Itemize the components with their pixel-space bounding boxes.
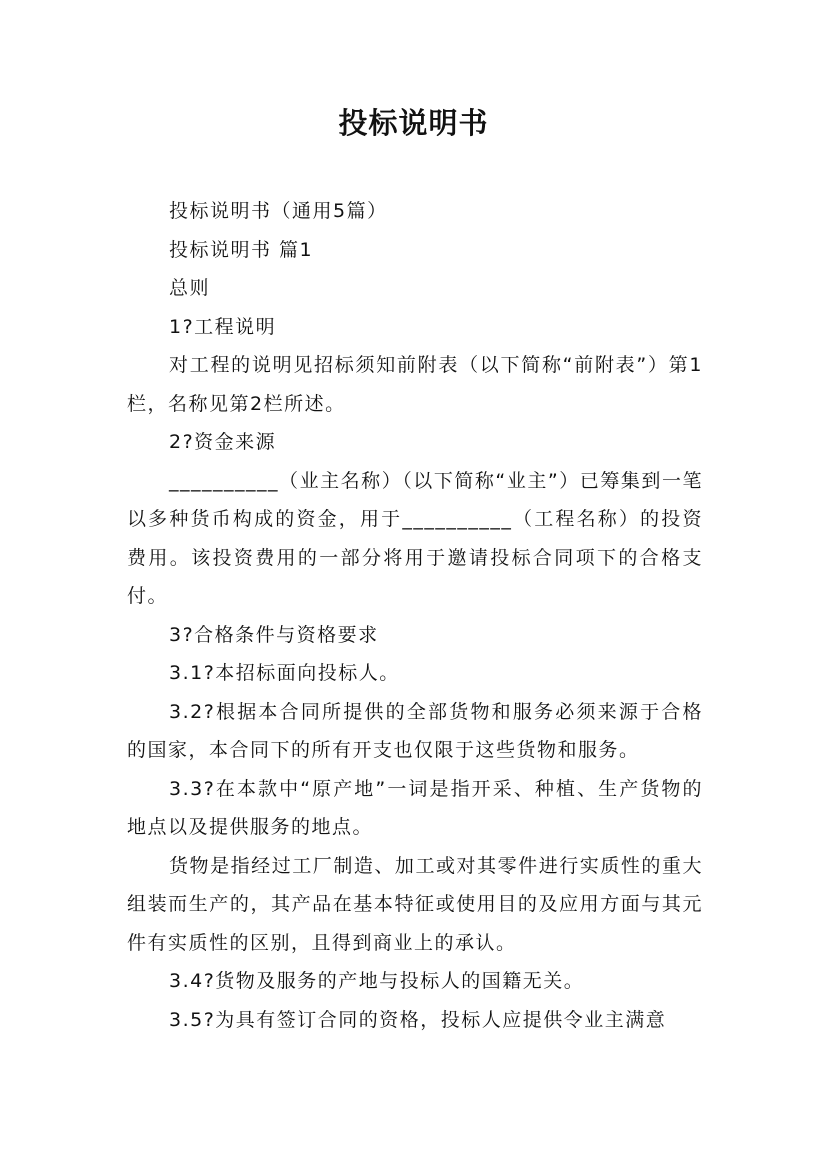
paragraph-goods-definition: 货物是指经过工厂制造、加工或对其零件进行实质性的重大组装而生产的，其产品在基本特征或使用目的及应用方面与其元件有实质性的区别，且得到商业上的承认。 [127,854,703,954]
paragraph-project-description: 对工程的说明见招标须知前附表（以下简称“前附表”）第1栏，名称见第2栏所述。 [127,354,703,415]
paragraph-clause-3-2: 3.2?根据本合同所提供的全部货物和服务必须来源于合格的国家，本合同下的所有开支也仅限于这些货物和服务。 [127,700,703,761]
document-body [127,192,703,1039]
paragraph-section-3-heading: 3?合格条件与资格要求 [169,623,379,646]
paragraph-clause-3-1: 3.1?本招标面向投标人。 [169,662,400,684]
paragraph-subtitle: 投标说明书（通用5篇） [169,200,388,222]
document-title: 投标说明书 [338,106,489,140]
paragraph-clause-3-4: 3.4?货物及服务的产地与投标人的国籍无关。 [169,970,585,992]
paragraph-section-2-heading: 2?资金来源 [169,431,277,453]
paragraph-clause-3-3: 3.3?在本款中“原产地”一词是指开采、种植、生产货物的地点以及提供服务的地点。 [127,777,703,838]
paragraph-general-heading: 总则 [169,277,211,299]
paragraph-part-heading: 投标说明书 篇1 [169,238,314,261]
paragraph-section-1-heading: 1?工程说明 [169,315,277,338]
paragraph-clause-3-5: 3.5?为具有签订合同的资格，投标人应提供令业主满意 [169,1008,667,1031]
paragraph-funding-source: __________（业主名称）（以下简称“业主”）已筹集到一笔以多种货币构成的资金，用于__________（工程名称）的投资费用。该投资费用的一部分将用于邀请投标合同项下的合格支付。 [127,469,703,607]
